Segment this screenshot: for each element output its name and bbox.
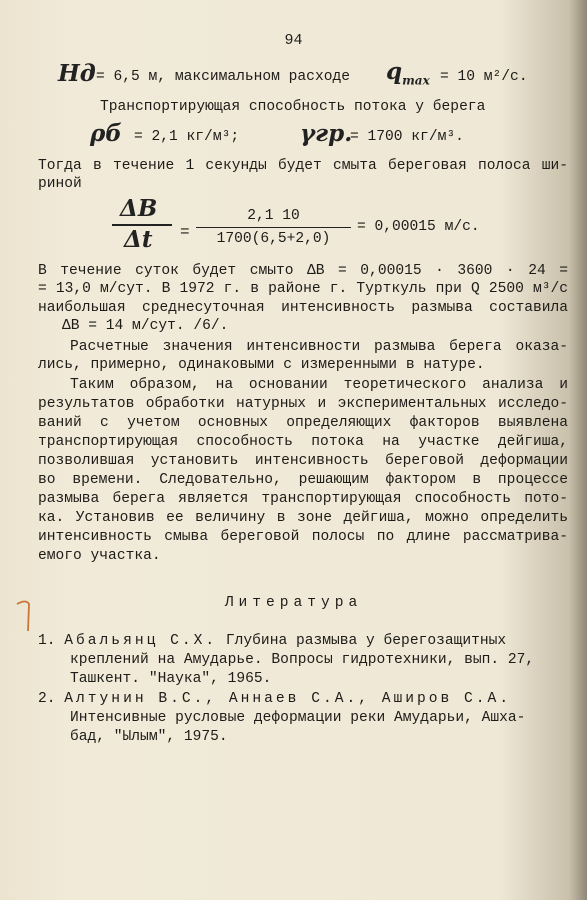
para2-line-4: ΔB = 14 м/сут. /6/. — [62, 318, 229, 334]
rho-value: = 2,1 кг/м³; — [134, 129, 240, 145]
qmax-value: = 10 м²/с. — [440, 69, 528, 85]
para1-line-2: риной — [38, 176, 82, 192]
reference-2-author: Алтунин В.С., Аннаев С.А., Аширов С.А. — [64, 691, 512, 707]
para4-line-3: ваний с учетом основных определяющих факторов выявлена — [38, 415, 568, 431]
fraction-denominator: 1700(6,5+2,0) — [216, 231, 331, 247]
para3-line-1: Расчетные значения интенсивности размыва берега оказа- — [70, 339, 568, 355]
formula-result: = 0,00015 м/с. — [357, 219, 480, 235]
page-number: 94 — [284, 32, 303, 49]
hd-symbol: Нд — [58, 60, 96, 87]
reference-1-author: Абальянц С.Х. — [64, 633, 218, 649]
para2-line-3: наибольшая среднесуточная интенсивность размыва составила — [38, 300, 568, 316]
para4-line-7: размыва берега является транспортирующая способность пото- — [38, 491, 568, 507]
reference-2-line-3: бад, "Ылым", 1975. — [70, 729, 228, 745]
para4-line-2: результатов обработки натурных и экспериментальных исследо- — [38, 396, 568, 412]
para1-line-1: Тогда в течение 1 секунды будет смыта береговая полоса ши- — [38, 158, 568, 174]
gamma-symbol: γгр. — [300, 120, 353, 147]
para4-line-9: интенсивность смыва береговой полосы по длине рассматрива- — [38, 529, 568, 545]
gamma-value: = 1700 кг/м³. — [350, 129, 464, 145]
para3-line-2: лись, примерно, одинаковыми с измеренными в натуре. — [38, 357, 485, 373]
fraction — [196, 208, 351, 247]
para4-line-10: емого участка. — [38, 548, 161, 564]
literature-title: Литература — [224, 595, 363, 611]
reference-2-line-2: Интенсивные русловые деформации реки Амударьи, Ашха- — [70, 710, 526, 726]
para4-line-4: транспортирующая способность потока на участке дейгиша, — [38, 434, 568, 450]
para2-line-1: В течение суток будет смыто ΔB = 0,00015 · 3600 · 24 = — [38, 263, 568, 279]
rho-symbol: ρб — [90, 120, 122, 147]
reference-2: 2. Алтунин В.С., Аннаев С.А., Аширов С.А. — [38, 691, 512, 707]
para4-line-1: Таким образом, на основании теоретического анализа и — [70, 377, 568, 393]
delta-b-symbol: ΔB — [120, 195, 158, 222]
fraction-numerator: 2,1 10 — [196, 208, 351, 228]
reference-1-line-2: креплений на Амударье. Вопросы гидротехники, вып. 27, — [70, 652, 535, 668]
qmax-symbol: $q_{max}$ — [386, 58, 430, 88]
para4-line-8: ка. Установив ее величину в зоне дейгиша, можно определить — [38, 510, 568, 526]
delta-t-symbol: Δt — [124, 226, 153, 253]
transport-line: Транспортирующая способность потока у берега — [100, 99, 486, 115]
reference-1: 1. Абальянц С.Х. Глубина размыва у берегозащитных — [38, 633, 507, 649]
reference-1-line-3: Ташкент. "Наука", 1965. — [70, 671, 272, 687]
para4-line-5: позволившая установить интенсивность береговой деформации — [38, 453, 568, 469]
para2-line-2: = 13,0 м/сут. В 1972 г. в районе г. Турткуль при Q 2500 м³/с — [38, 281, 568, 297]
equals-sign: = — [180, 223, 190, 241]
para4-line-6: во времени. Следовательно, решающим фактором в процессе — [38, 472, 568, 488]
hd-value: = 6,5 м, максимальном расходе — [96, 69, 350, 85]
